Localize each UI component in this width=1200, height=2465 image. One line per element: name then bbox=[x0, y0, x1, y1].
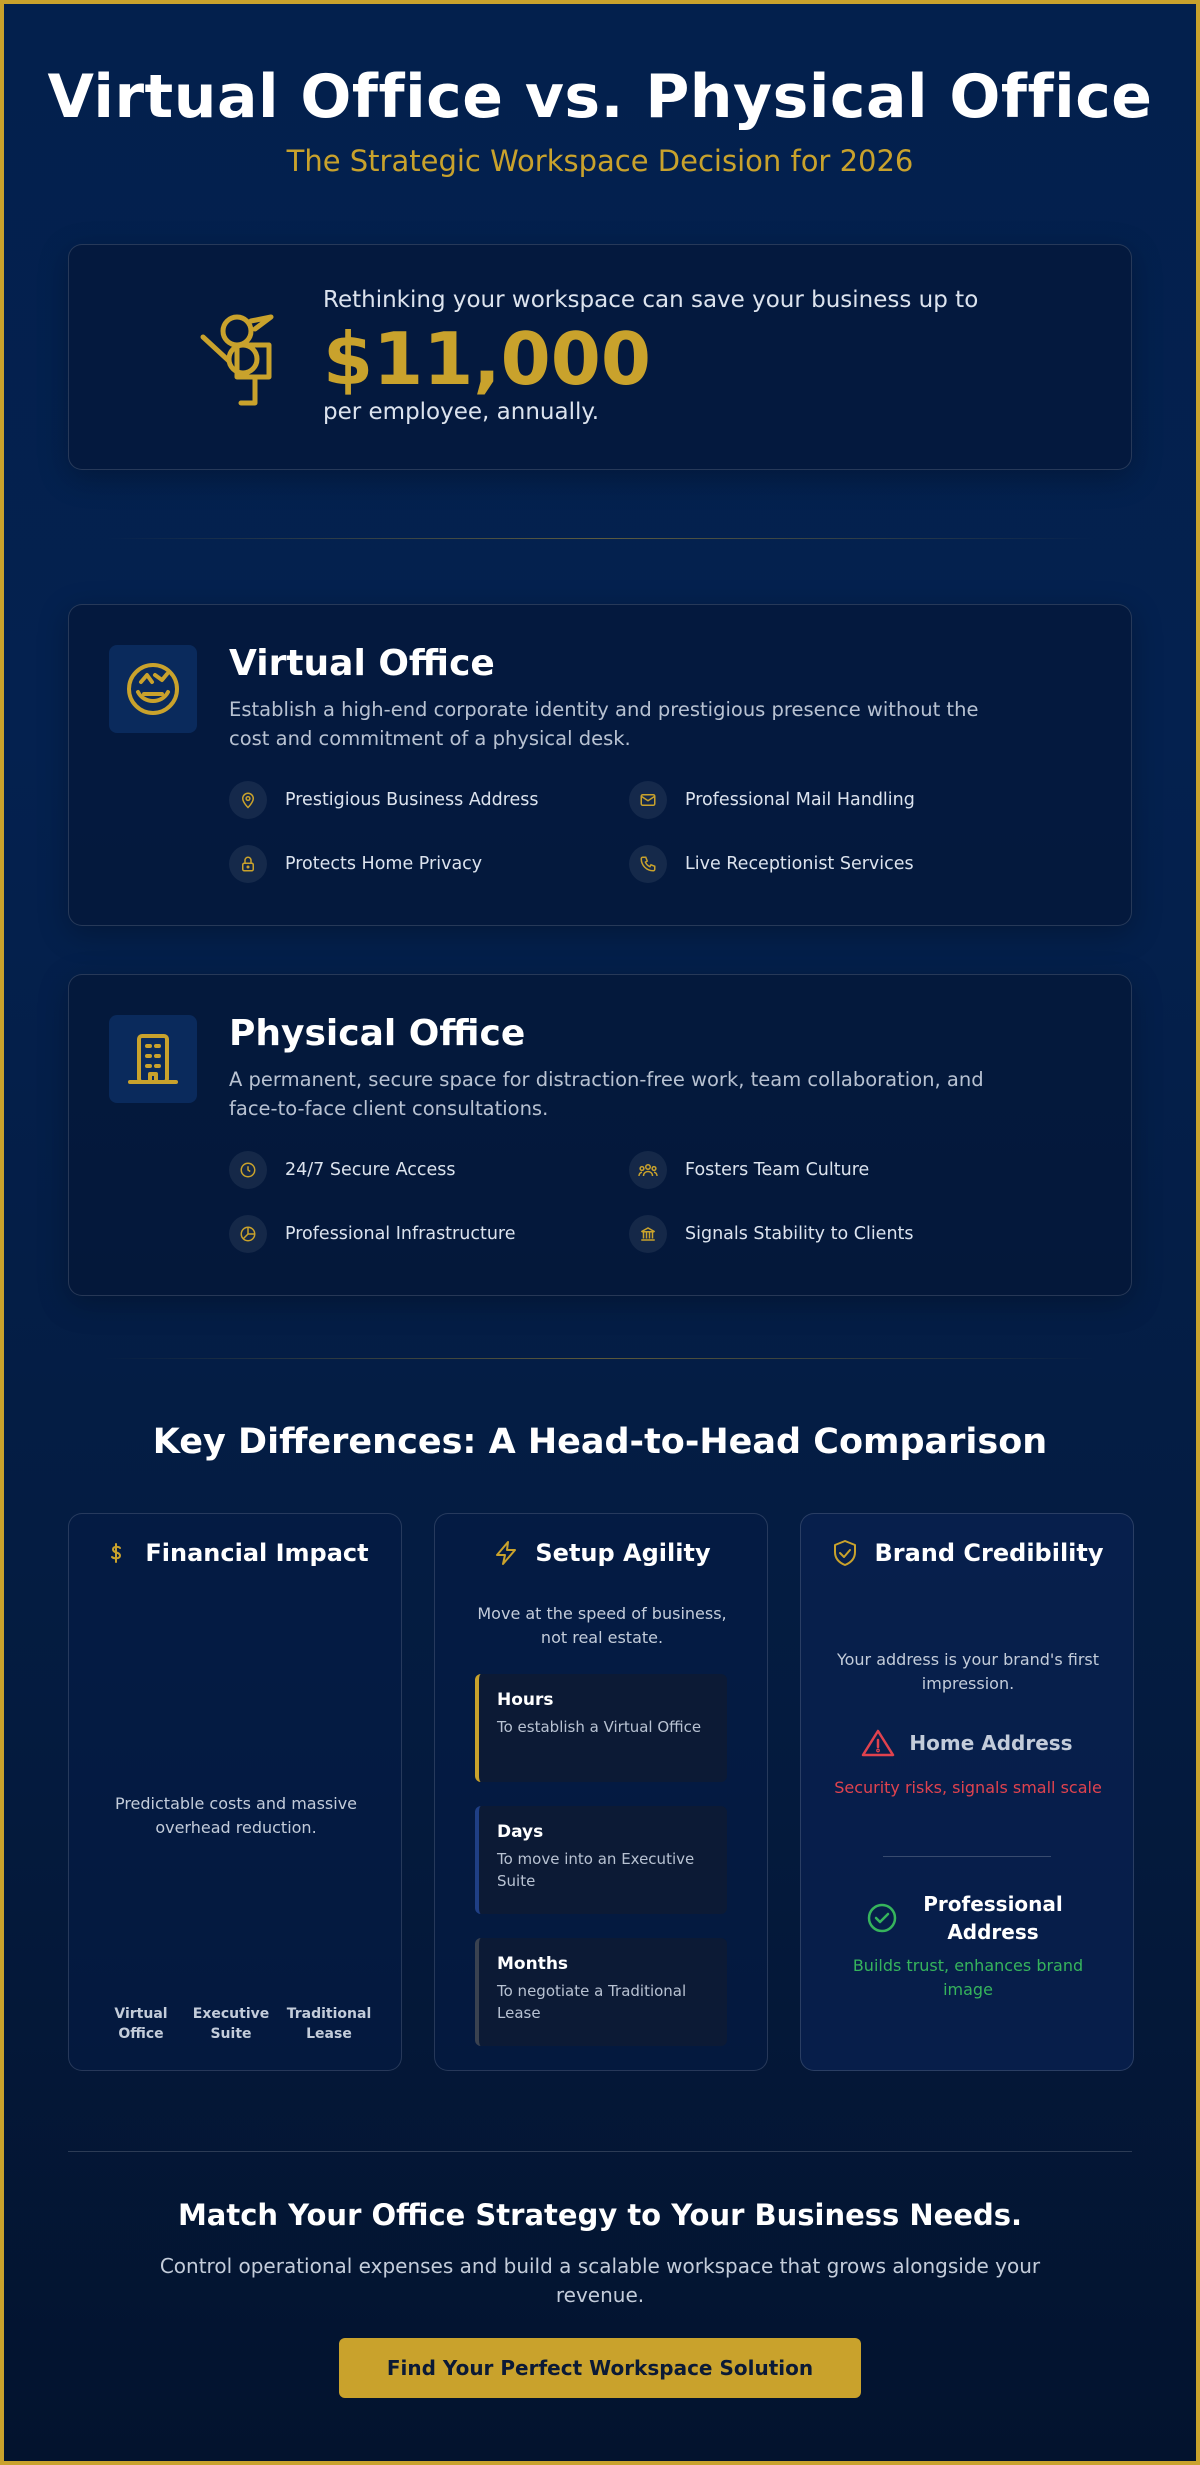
map-pin-icon bbox=[229, 781, 267, 819]
brand-credibility-card bbox=[800, 1513, 1134, 2071]
savings-intro: Rethinking your workspace can save your business up to bbox=[323, 287, 979, 313]
setup-agility-text: Move at the speed of business, not real estate. bbox=[477, 1604, 727, 1647]
brand-credibility-header bbox=[801, 1538, 1133, 1568]
timeline-desc: To negotiate a Traditional Lease bbox=[497, 1982, 687, 2022]
virtual-office-card bbox=[68, 604, 1132, 926]
setup-agility-header bbox=[435, 1538, 767, 1568]
feature-item bbox=[229, 844, 482, 884]
check-circle-icon bbox=[866, 1902, 898, 1934]
cta-title: Match Your Office Strategy to Your Business Needs. bbox=[177, 2198, 1023, 2232]
headset-icon bbox=[124, 660, 182, 718]
feature-label: Fosters Team Culture bbox=[685, 1160, 870, 1180]
feature-label: Professional Mail Handling bbox=[685, 790, 915, 810]
page-title: Virtual Office vs. Physical Office bbox=[47, 62, 1153, 132]
bar-label-traditional-lease: Traditional Lease bbox=[286, 2006, 372, 2042]
savings-card bbox=[68, 244, 1132, 470]
bar-label-executive-suite: Executive Suite bbox=[192, 2006, 270, 2042]
financial-impact-title: Financial Impact bbox=[145, 1539, 369, 1567]
feature-label: 24/7 Secure Access bbox=[285, 1160, 456, 1180]
timeline-title: Months bbox=[497, 1954, 569, 1974]
virtual-office-title: Virtual Office bbox=[229, 643, 495, 684]
timeline-days bbox=[475, 1806, 727, 1914]
physical-office-icon-box bbox=[109, 1015, 197, 1103]
setup-agility-card bbox=[434, 1513, 768, 2071]
cta-text: Control operational expenses and build a scalable workspace that grows alongside your revenue. bbox=[159, 2254, 1041, 2307]
brand-divider bbox=[883, 1856, 1051, 1857]
section-divider bbox=[104, 1358, 1096, 1359]
cash-savings-icon bbox=[199, 307, 289, 407]
feature-label: Professional Infrastructure bbox=[285, 1224, 516, 1244]
professional-address-desc: Builds trust, enhances brand image bbox=[852, 1956, 1084, 1999]
setup-agility-title: Setup Agility bbox=[535, 1539, 711, 1567]
feature-label: Signals Stability to Clients bbox=[685, 1224, 914, 1244]
financial-impact-text: Predictable costs and massive overhead reduction. bbox=[114, 1794, 358, 1837]
timeline-desc: To establish a Virtual Office bbox=[497, 1718, 702, 1736]
timeline-desc: To move into an Executive Suite bbox=[497, 1850, 695, 1890]
savings-amount: $11,000 bbox=[323, 317, 651, 401]
financial-impact-header bbox=[69, 1538, 401, 1568]
bar-label-virtual-office: Virtual Office bbox=[114, 2006, 168, 2042]
feature-label: Protects Home Privacy bbox=[285, 854, 483, 874]
feature-item bbox=[629, 1150, 869, 1190]
physical-office-description: A permanent, secure space for distraction-free work, team collaboration, and face-to-face client consultations. bbox=[229, 1068, 984, 1120]
feature-item bbox=[229, 1214, 515, 1254]
feature-item bbox=[229, 1150, 456, 1190]
lock-icon bbox=[229, 845, 267, 883]
home-address-row bbox=[801, 1728, 1133, 1758]
professional-address-label: Professional Address bbox=[923, 1892, 1063, 1944]
timeline-title: Days bbox=[497, 1822, 544, 1842]
mail-icon bbox=[629, 781, 667, 819]
financial-impact-card bbox=[68, 1513, 402, 2071]
dollar-icon bbox=[101, 1538, 131, 1568]
team-icon bbox=[629, 1151, 667, 1189]
timeline-title: Hours bbox=[497, 1690, 554, 1710]
shield-check-icon bbox=[830, 1538, 860, 1568]
virtual-office-description: Establish a high-end corporate identity and prestigious presence without the cost and commitment of a physical desk. bbox=[229, 698, 979, 750]
section-divider bbox=[104, 538, 1096, 539]
office-building-icon bbox=[124, 1030, 182, 1088]
feature-item bbox=[629, 780, 915, 820]
feature-item bbox=[229, 780, 539, 820]
feature-item bbox=[629, 1214, 914, 1254]
brand-credibility-text: Your address is your brand's first impression. bbox=[836, 1650, 1100, 1693]
pie-chart-icon bbox=[229, 1215, 267, 1253]
lightning-icon bbox=[491, 1538, 521, 1568]
feature-label: Live Receptionist Services bbox=[685, 854, 914, 874]
feature-item bbox=[629, 844, 914, 884]
footer-divider bbox=[68, 2151, 1132, 2152]
warning-icon bbox=[861, 1728, 895, 1758]
virtual-office-icon-box bbox=[109, 645, 197, 733]
physical-office-card bbox=[68, 974, 1132, 1296]
home-address-desc: Security risks, signals small scale bbox=[834, 1778, 1102, 1797]
home-address-label: Home Address bbox=[909, 1731, 1073, 1755]
phone-icon bbox=[629, 845, 667, 883]
timeline-months bbox=[475, 1938, 727, 2046]
comparison-title: Key Differences: A Head-to-Head Comparison bbox=[152, 1422, 1048, 1462]
timeline-hours bbox=[475, 1674, 727, 1782]
professional-address-row bbox=[801, 1890, 1133, 1946]
brand-credibility-title: Brand Credibility bbox=[874, 1539, 1104, 1567]
bank-icon bbox=[629, 1215, 667, 1253]
physical-office-title: Physical Office bbox=[229, 1013, 526, 1054]
feature-label: Prestigious Business Address bbox=[285, 790, 539, 810]
find-workspace-button[interactable]: Find Your Perfect Workspace Solution bbox=[339, 2338, 861, 2398]
page-subtitle: The Strategic Workspace Decision for 2026 bbox=[286, 144, 914, 178]
clock-icon bbox=[229, 1151, 267, 1189]
savings-outro: per employee, annually. bbox=[323, 399, 600, 425]
